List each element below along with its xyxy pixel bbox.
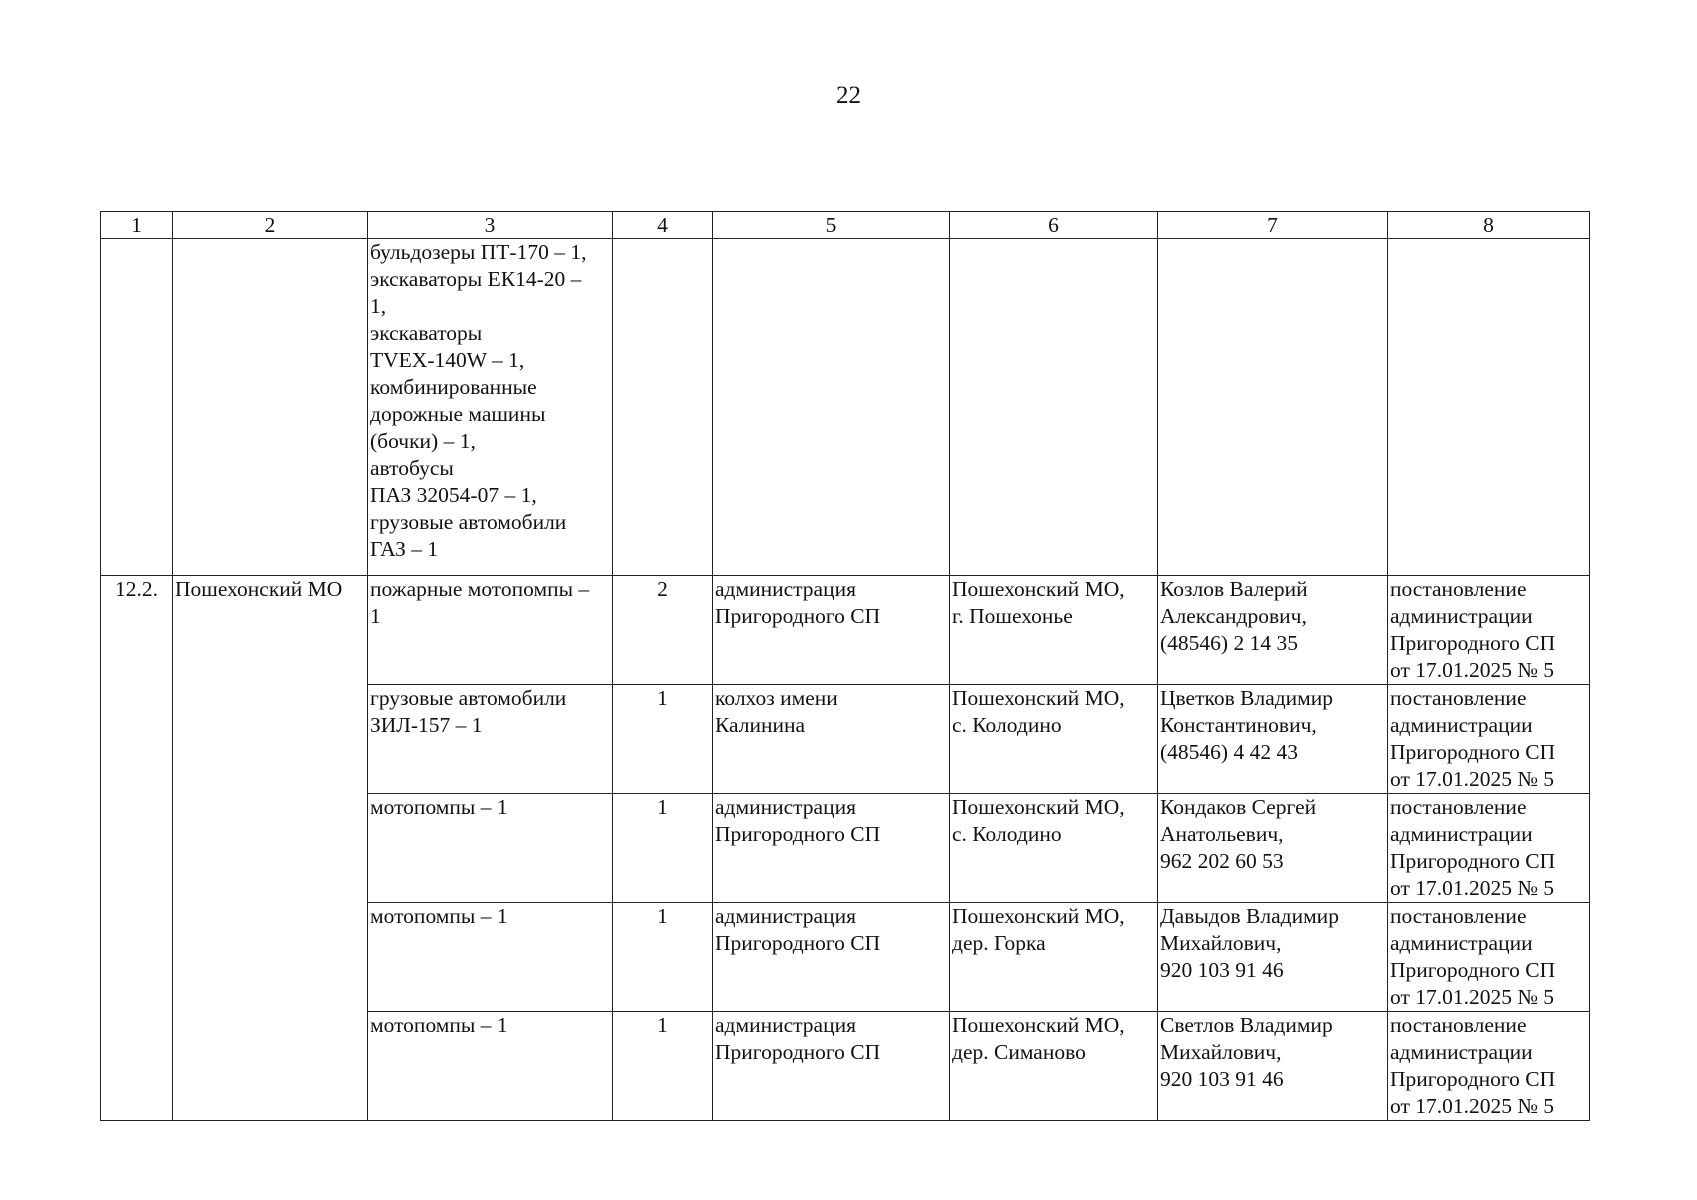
cell-district: [173, 239, 368, 576]
cell-equipment: бульдозеры ПТ-170 – 1, экскаваторы ЕК14-20 – 1, экскаваторы TVEX-140W – 1, комбинированные дорожные машины (бочки) – 1, автобусы ПАЗ 32054-07 – 1, грузовые автомобили ГАЗ – 1: [368, 239, 613, 576]
table-row: [101, 576, 1590, 685]
column-number-row: [101, 212, 1590, 239]
cell-location: Пошехонский МО, с. Колодино: [950, 794, 1158, 903]
cell-location: Пошехонский МО, дер. Симаново: [950, 1012, 1158, 1121]
cell-location: Пошехонский МО, г. Пошехонье: [950, 576, 1158, 685]
cell-basis: постановление администрации Пригородного СП от 17.01.2025 № 5: [1388, 794, 1590, 903]
cell-contact: Кондаков Сергей Анатольевич, 962 202 60 53: [1158, 794, 1388, 903]
cell-basis: постановление администрации Пригородного СП от 17.01.2025 № 5: [1388, 903, 1590, 1012]
cell-owner: администрация Пригородного СП: [713, 903, 950, 1012]
cell-location: Пошехонский МО, дер. Горка: [950, 903, 1158, 1012]
column-header: 5: [713, 212, 950, 239]
cell-count: 2: [613, 576, 713, 685]
column-header: 4: [613, 212, 713, 239]
cell-owner: администрация Пригородного СП: [713, 576, 950, 685]
cell-contact: Цветков Владимир Константинович, (48546) 4 42 43: [1158, 685, 1388, 794]
cell-equipment: мотопомпы – 1: [368, 794, 613, 903]
cell-equipment: мотопомпы – 1: [368, 903, 613, 1012]
cell-count: 1: [613, 685, 713, 794]
cell-count: 1: [613, 794, 713, 903]
cell-location: [950, 239, 1158, 576]
cell-owner: администрация Пригородного СП: [713, 1012, 950, 1121]
column-header: 3: [368, 212, 613, 239]
column-header: 8: [1388, 212, 1590, 239]
column-header: 6: [950, 212, 1158, 239]
page-number: 22: [836, 82, 861, 109]
cell-basis: постановление администрации Пригородного СП от 17.01.2025 № 5: [1388, 685, 1590, 794]
cell-count: [613, 239, 713, 576]
cell-basis: [1388, 239, 1590, 576]
cell-count: 1: [613, 1012, 713, 1121]
cell-contact: Козлов Валерий Александрович, (48546) 2 14 35: [1158, 576, 1388, 685]
cell-owner: [713, 239, 950, 576]
cell-district: Пошехонский МО: [173, 576, 368, 1121]
continuation-row: [101, 239, 1590, 576]
cell-equipment: пожарные мотопомпы – 1: [368, 576, 613, 685]
cell-section-number: 12.2.: [101, 576, 173, 1121]
cell-owner: администрация Пригородного СП: [713, 794, 950, 903]
cell-contact: [1158, 239, 1388, 576]
column-header: 7: [1158, 212, 1388, 239]
cell-contact: Давыдов Владимир Михайлович, 920 103 91 46: [1158, 903, 1388, 1012]
cell-contact: Светлов Владимир Михайлович, 920 103 91 46: [1158, 1012, 1388, 1121]
cell-count: 1: [613, 903, 713, 1012]
cell-equipment: грузовые автомобили ЗИЛ-157 – 1: [368, 685, 613, 794]
cell-basis: постановление администрации Пригородного СП от 17.01.2025 № 5: [1388, 576, 1590, 685]
column-header: 1: [101, 212, 173, 239]
cell-basis: постановление администрации Пригородного СП от 17.01.2025 № 5: [1388, 1012, 1590, 1121]
cell-number: [101, 239, 173, 576]
cell-location: Пошехонский МО, с. Колодино: [950, 685, 1158, 794]
cell-equipment: мотопомпы – 1: [368, 1012, 613, 1121]
cell-owner: колхоз имени Калинина: [713, 685, 950, 794]
column-header: 2: [173, 212, 368, 239]
resource-table: [100, 211, 1590, 1121]
